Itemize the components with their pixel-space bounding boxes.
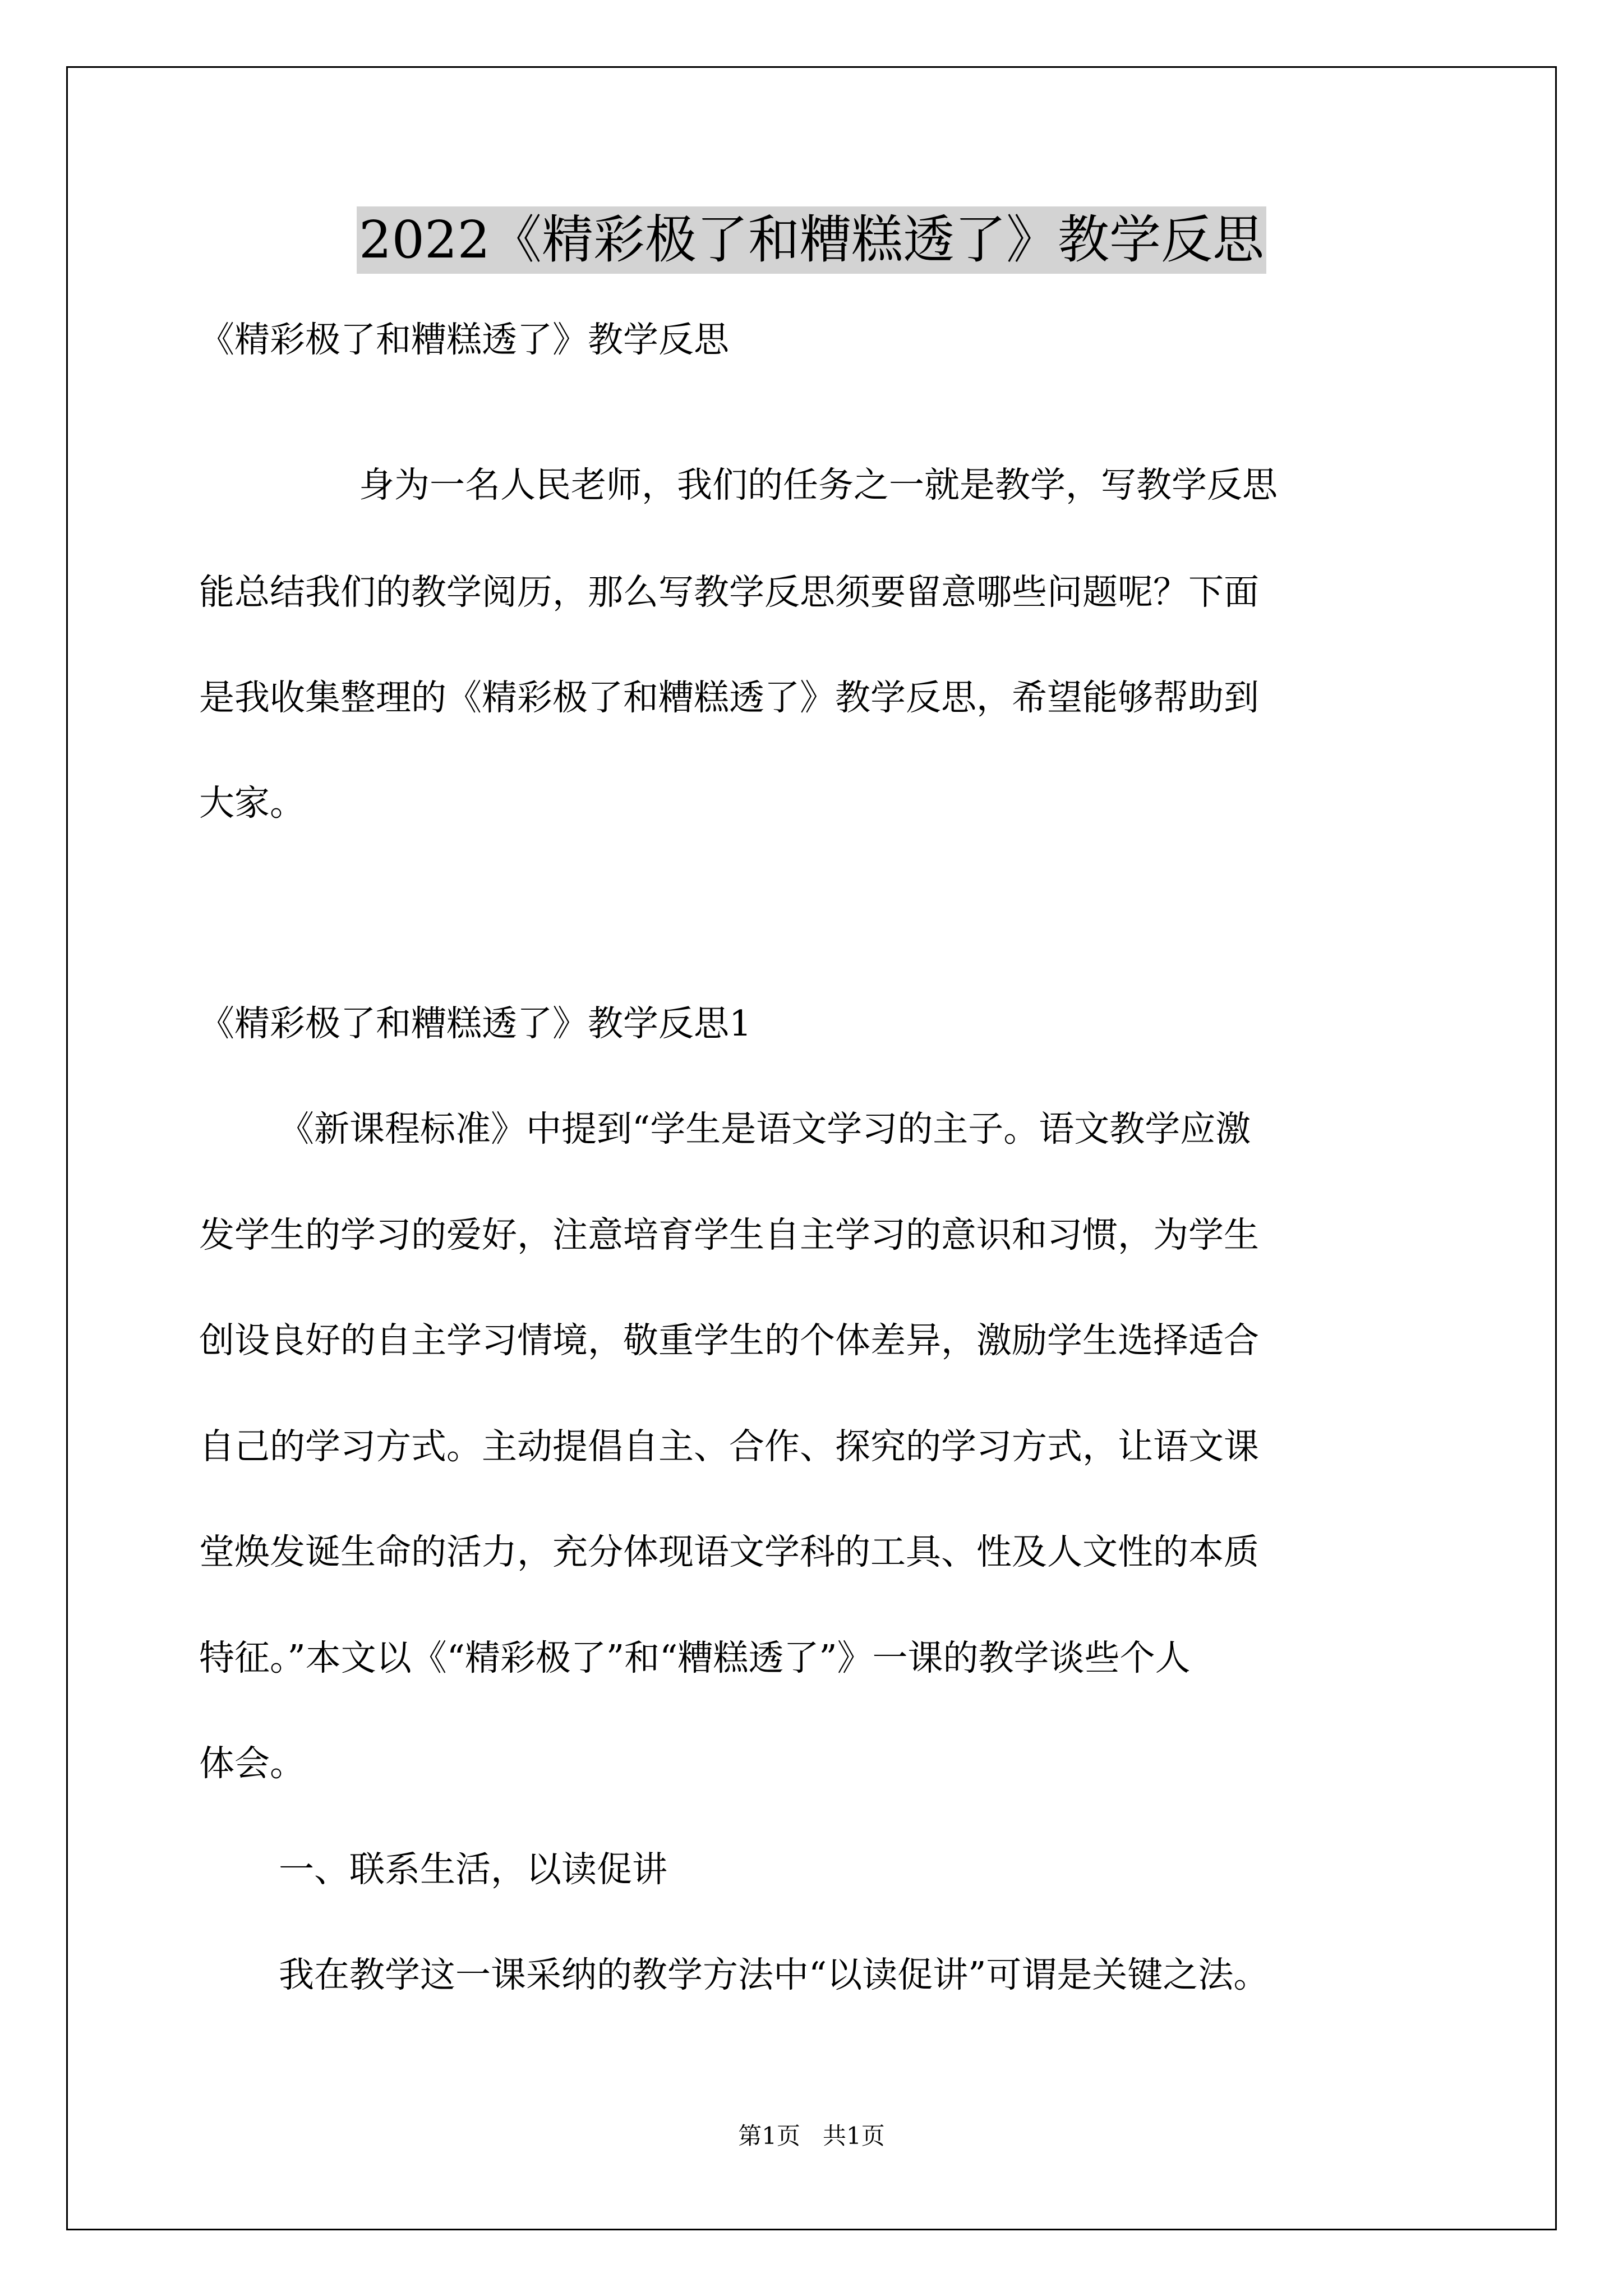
paragraph-line: 创设良好的自主学习情境，敬重学生的个体差异，激励学生选择适合 [199,1320,1259,1361]
paragraph-line: 身为一名人民老师，我们的任务之一就是教学，写教学反思 [359,464,1278,505]
paragraph-line: 堂焕发诞生命的活力，充分体现语文学科的工具、性及人文性的本质 [199,1531,1259,1572]
paragraph-line: 发学生的学习的爱好，注意培育学生自主学习的意识和习惯，为学生 [199,1214,1259,1255]
page-number-footer: 第1页 共1页 [738,2122,885,2150]
paragraph-line: 能总结我们的教学阅历，那么写教学反思须要留意哪些问题呢？下面 [199,572,1259,613]
document-title [0,206,1623,274]
paragraph-line: 大家。 [199,783,305,823]
paragraph-line: 是我收集整理的《精彩极了和糟糕透了》教学反思，希望能够帮助到 [199,677,1259,718]
paragraph-line: 《新课程标准》中提到“学生是语文学习的主子。语文教学应激 [279,1108,1251,1149]
paragraph-line: 自己的学习方式。主动提倡自主、合作、探究的学习方式，让语文课 [199,1426,1259,1467]
paragraph-line: 我在教学这一课采纳的教学方法中“以读促讲”可谓是关键之法。 [279,1954,1269,1995]
paragraph-line: 体会。 [199,1743,305,1784]
intro-heading: 《精彩极了和糟糕透了》教学反思 [199,319,729,360]
document-title-text: 2022《精彩极了和糟糕透了》教学反思 [357,206,1266,274]
subsection-heading: 一、联系生活，以读促讲 [279,1849,667,1890]
paragraph-line: 特征。”本文以《“精彩极了”和“糟糕透了”》一课的教学谈些个人 [199,1637,1191,1678]
section-heading: 《精彩极了和糟糕透了》教学反思1 [199,1003,752,1044]
